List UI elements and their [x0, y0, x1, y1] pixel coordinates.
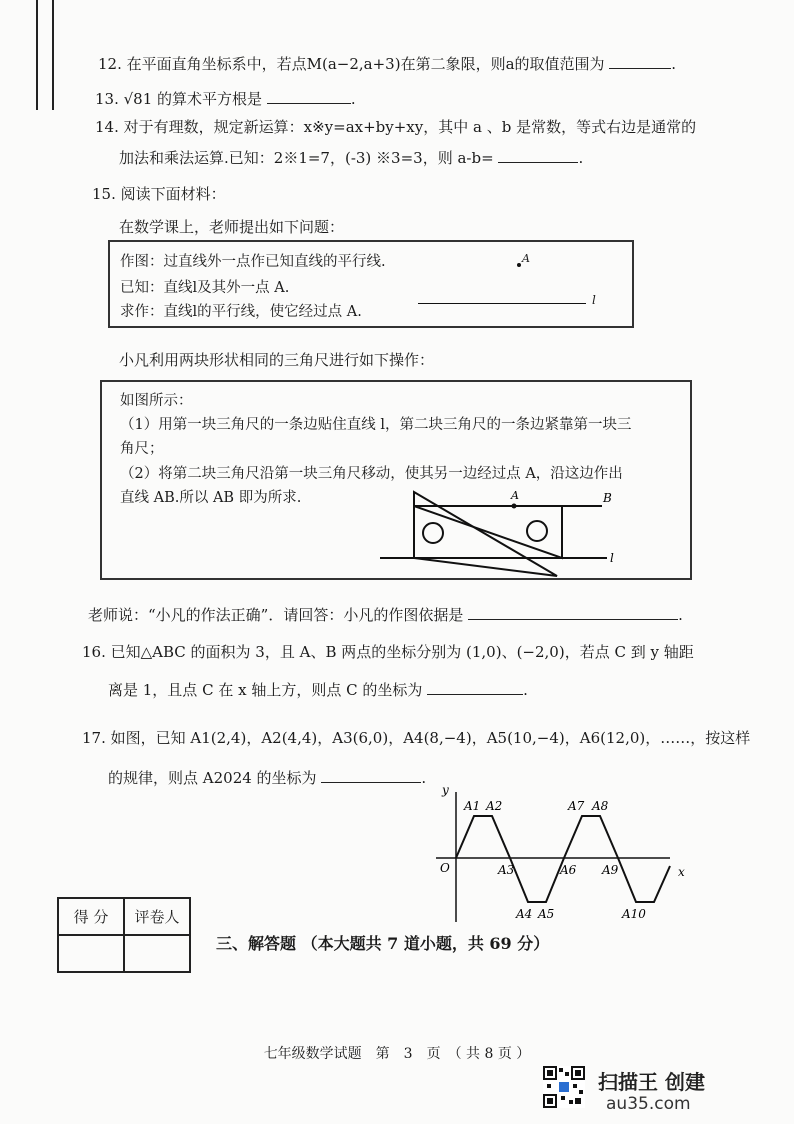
- question-15-intro: 在数学课上，老师提出如下问题：: [119, 218, 345, 236]
- grader-cell[interactable]: [124, 935, 190, 972]
- q14-text: 加法和乘法运算.已知：2※1=7，(-3) ※3=3，则 a-b=: [119, 149, 494, 167]
- q17-text: 的规律，则点 A2024 的坐标为: [108, 769, 317, 787]
- q16-answer-blank[interactable]: [427, 678, 523, 695]
- question-14-line1: 14. 对于有理数，规定新运算：x※y=ax+by+xy，其中 a 、b 是常数，等式右边是通常的: [95, 118, 697, 136]
- question-17-line1: 17. 如图，已知 A1(2,4)，A2(4,4)，A3(6,0)，A4(8,−4)，A5(10,−4)，A6(12,0)，……，按这样: [82, 729, 751, 747]
- question-17-line2: [108, 766, 426, 789]
- q12-text: 12. 在平面直角坐标系中，若点M(a−2,a+3)在第二象限，则a的取值范围为: [98, 55, 605, 73]
- figure-point-a: [512, 504, 517, 509]
- score-header: 得 分: [58, 898, 124, 935]
- label-a5: A5: [538, 907, 555, 921]
- figure-label-l: l: [610, 551, 614, 565]
- qr-code-icon: [543, 1066, 585, 1108]
- label-a1: A1: [464, 799, 481, 813]
- label-a6: A6: [560, 863, 577, 877]
- problem-line-2: 已知：直线l及其外一点 A.: [120, 280, 290, 296]
- origin-label: O: [440, 861, 450, 875]
- triangle-ruler-2: [414, 506, 562, 558]
- label-a10: A10: [622, 907, 646, 921]
- label-a7: A7: [568, 799, 585, 813]
- score-cell[interactable]: [58, 935, 124, 972]
- q12-end: .: [671, 55, 677, 73]
- point-a-label: A: [522, 252, 530, 265]
- question-15-title: 15. 阅读下面材料：: [92, 185, 226, 203]
- q13-end: .: [350, 90, 356, 108]
- problem-box: [108, 240, 634, 328]
- question-16-line2: [108, 678, 528, 701]
- zigzag-coordinate-graph: [432, 776, 702, 928]
- watermark-url: au35.com: [606, 1094, 691, 1114]
- q15-teacher-text: 老师说：“小凡的作法正确”．请回答：小凡的作图依据是: [88, 606, 464, 624]
- section-3-title: 三、解答题 （本大题共 7 道小题，共 69 分）: [216, 934, 550, 953]
- q16-end: .: [523, 681, 528, 699]
- question-14-line2: [119, 146, 583, 169]
- line-l: [418, 303, 586, 304]
- figure-label-a: A: [511, 489, 519, 502]
- zigzag-path: [456, 816, 670, 902]
- method-line-3: 角尺；: [120, 441, 164, 457]
- question-16-line1: 16. 已知△ABC 的面积为 3，且 A、B 两点的坐标分别为 (1,0)、(−2,0)，若点 C 到 y 轴距: [82, 643, 694, 661]
- label-a9: A9: [602, 863, 619, 877]
- q13-answer-blank[interactable]: [267, 87, 351, 104]
- q16-text: 离是 1，且点 C 在 x 轴上方，则点 C 的坐标为: [108, 681, 423, 699]
- label-a3: A3: [498, 863, 515, 877]
- line-l-label: l: [592, 293, 596, 307]
- q17-end: .: [421, 769, 427, 787]
- problem-line-3: 求作：直线l的平行线，使它经过点 A.: [120, 304, 362, 320]
- ruler-hole-1: [423, 523, 443, 543]
- y-axis-label: y: [442, 783, 449, 797]
- method-line-4: （2）将第二块三角尺沿第一块三角尺移动，使其另一边经过点 A，沿这边作出: [120, 466, 623, 482]
- q14-end: .: [578, 149, 584, 167]
- label-a2: A2: [486, 799, 503, 813]
- method-line-5: 直线 AB.所以 AB 即为所求.: [120, 490, 302, 506]
- q14-answer-blank[interactable]: [498, 146, 578, 163]
- grader-header: 评卷人: [124, 898, 190, 935]
- page-footer: 七年级数学试题 第 3 页 （ 共 8 页 ）: [263, 1046, 531, 1062]
- watermark-brand: 扫描王 创建: [598, 1070, 705, 1094]
- problem-line-1: 作图：过直线外一点作已知直线的平行线.: [120, 254, 386, 270]
- question-13: [95, 87, 356, 110]
- q15-end: .: [678, 606, 683, 624]
- q13-text: 13. √81 的算术平方根是: [95, 90, 263, 108]
- ruler-hole-2: [527, 521, 547, 541]
- binding-margin: [36, 0, 54, 110]
- figure-label-b: B: [603, 491, 612, 505]
- question-15-middle: 小凡利用两块形状相同的三角尺进行如下操作：: [119, 351, 435, 369]
- question-12: [98, 52, 676, 75]
- question-15-teacher: [88, 603, 683, 626]
- label-a8: A8: [592, 799, 609, 813]
- q12-answer-blank[interactable]: [609, 52, 671, 69]
- x-axis-label: x: [678, 865, 685, 879]
- q15-answer-blank[interactable]: [468, 603, 678, 620]
- method-line-2: （1）用第一块三角尺的一条边贴住直线 l，第二块三角尺的一条边紧靠第一块三: [120, 417, 632, 433]
- method-box: [100, 380, 692, 580]
- triangle-ruler-1: [414, 492, 557, 576]
- method-line-1: 如图所示：: [120, 393, 193, 409]
- q17-answer-blank[interactable]: [321, 766, 421, 783]
- point-a-dot: [517, 263, 521, 267]
- label-a4: A4: [516, 907, 533, 921]
- score-table: [57, 897, 191, 973]
- triangle-ruler-figure: [362, 486, 632, 578]
